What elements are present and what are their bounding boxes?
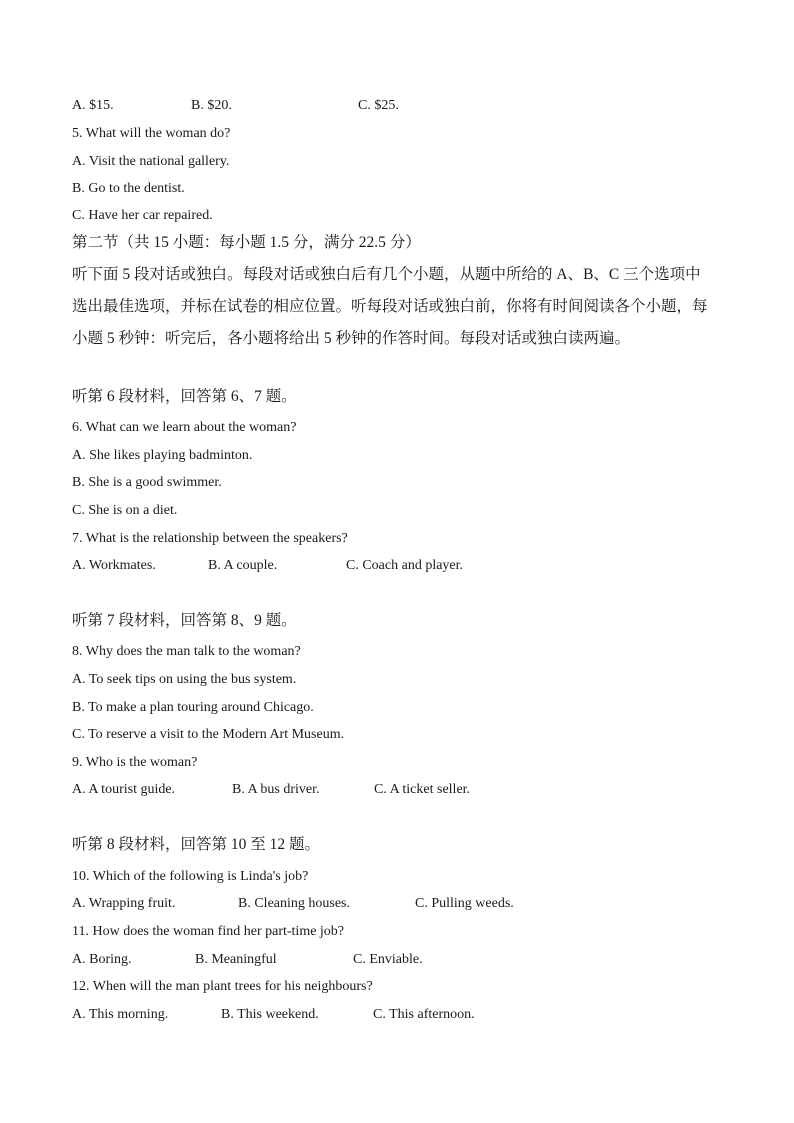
section2-instruction-line-1: 听下面 5 段对话或独白。每段对话或独白后有几个小题，从题中所给的 A、B、C 三个选项中 [72, 266, 701, 283]
q12-option-b: B. This weekend. [221, 1007, 319, 1022]
q11-question: 11. How does the woman find her part-time job? [72, 924, 345, 939]
q7-option-a: A. Workmates. [72, 558, 156, 573]
q6-option-c: C. She is on a diet. [72, 503, 178, 518]
q11-options [72, 951, 732, 969]
q5-option-b: B. Go to the dentist. [72, 181, 185, 196]
q9-options [72, 781, 732, 799]
q6-option-b: B. She is a good swimmer. [72, 475, 222, 490]
q7-option-c: C. Coach and player. [346, 558, 464, 573]
q8-option-c: C. To reserve a visit to the Modern Art Museum. [72, 727, 345, 742]
q8-option-b: B. To make a plan touring around Chicago. [72, 700, 314, 715]
q12-question: 12. When will the man plant trees for his neighbours? [72, 979, 373, 994]
material7-heading: 听第 7 段材料，回答第 8、9 题。 [72, 612, 297, 629]
q10-option-a: A. Wrapping fruit. [72, 896, 176, 911]
q9-option-b: B. A bus driver. [232, 782, 320, 797]
q12-options [72, 1006, 732, 1024]
material6-heading: 听第 6 段材料，回答第 6、7 题。 [72, 388, 297, 405]
q6-option-a: A. She likes playing badminton. [72, 448, 253, 463]
q8-option-a: A. To seek tips on using the bus system. [72, 672, 297, 687]
q9-option-c: C. A ticket seller. [374, 782, 471, 797]
q10-question: 10. Which of the following is Linda's job? [72, 869, 309, 884]
material8-heading: 听第 8 段材料，回答第 10 至 12 题。 [72, 836, 321, 853]
q5-option-c: C. Have her car repaired. [72, 208, 213, 223]
q6-question: 6. What can we learn about the woman? [72, 420, 297, 435]
q4-option-b: B. $20. [191, 98, 232, 113]
q4-option-c: C. $25. [358, 98, 399, 113]
section2-heading: 第二节（共 15 小题：每小题 1.5 分，满分 22.5 分） [72, 234, 421, 251]
q9-question: 9. Who is the woman? [72, 755, 198, 770]
q11-option-a: A. Boring. [72, 952, 132, 967]
q10-options [72, 895, 732, 913]
q9-option-a: A. A tourist guide. [72, 782, 176, 797]
q10-option-c: C. Pulling weeds. [415, 896, 514, 911]
q7-option-b: B. A couple. [208, 558, 278, 573]
q7-question: 7. What is the relationship between the speakers? [72, 531, 348, 546]
q7-options [72, 557, 732, 575]
q5-question: 5. What will the woman do? [72, 126, 231, 141]
q11-option-b: B. Meaningful [195, 952, 277, 967]
q5-option-a: A. Visit the national gallery. [72, 154, 230, 169]
q4-option-a: A. $15. [72, 98, 114, 113]
section2-instruction-line-2: 选出最佳选项，并标在试卷的相应位置。听每段对话或独白前，你将有时间阅读各个小题，每 [72, 298, 708, 315]
q8-question: 8. Why does the man talk to the woman? [72, 644, 301, 659]
q12-option-c: C. This afternoon. [373, 1007, 475, 1022]
section2-instruction-line-3: 小题 5 秒钟：听完后，各小题将给出 5 秒钟的作答时间。每段对话或独白读两遍。 [72, 330, 631, 347]
q10-option-b: B. Cleaning houses. [238, 896, 350, 911]
q4-options [72, 97, 732, 115]
q12-option-a: A. This morning. [72, 1007, 169, 1022]
q11-option-c: C. Enviable. [353, 952, 423, 967]
